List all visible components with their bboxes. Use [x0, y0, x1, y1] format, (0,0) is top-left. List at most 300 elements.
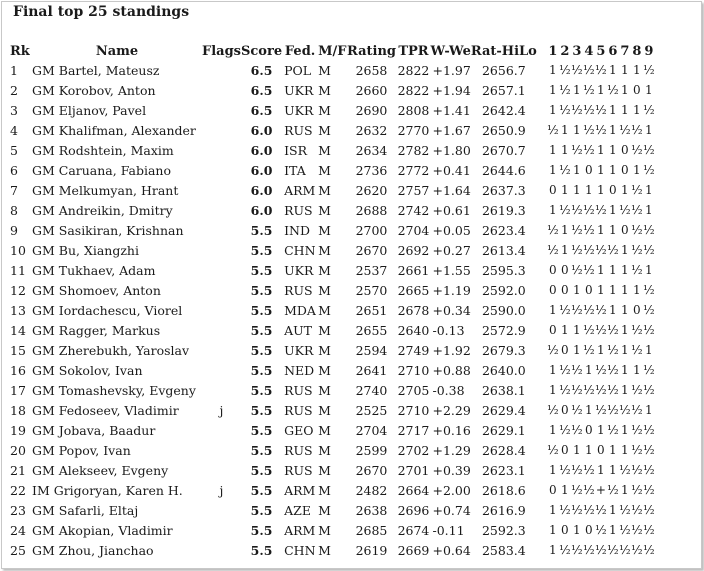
rank-cell: 8 [10, 202, 18, 218]
round-result-cell: ½ [631, 403, 643, 417]
round-result-cell: ½ [559, 63, 571, 77]
round-result-cell: 1 [597, 283, 605, 297]
flags-cell [202, 380, 241, 400]
table-row [8, 220, 655, 240]
round-result-cell: 1 [645, 83, 653, 97]
round-result-cell: 1 [573, 123, 581, 137]
spacer-cell [537, 340, 547, 360]
rat-hilo-cell: 2629.1 [481, 422, 526, 438]
round-result-cell: 1 [561, 323, 569, 337]
round-result-cell: ½ [643, 243, 655, 257]
round-result-cell: 1 [597, 423, 605, 437]
round-result-cell: 1 [621, 343, 629, 357]
flags-cell [202, 300, 241, 320]
table-row [8, 480, 655, 500]
rating-cell: 2619 [355, 542, 388, 558]
round-result-cell: ½ [619, 523, 631, 537]
w-we-cell: +1.80 [432, 142, 471, 158]
score-cell: 5.5 [250, 382, 273, 398]
tpr-cell: 2822 [397, 62, 430, 78]
round-result-cell: 1 [609, 143, 617, 157]
round-result-cell: ½ [583, 203, 595, 217]
gender-cell: M [318, 242, 331, 258]
federation-cell: CHN [284, 542, 316, 558]
w-we-cell: -0.38 [432, 382, 465, 398]
flags-cell [202, 260, 241, 280]
round-result-cell: 1 [597, 83, 605, 97]
round-result-cell: ½ [631, 323, 643, 337]
round-result-cell: ½ [643, 383, 655, 397]
round-result-cell: 1 [621, 383, 629, 397]
rank-cell: 10 [10, 242, 26, 258]
gender-cell: M [318, 142, 331, 158]
round-result-cell: ½ [595, 203, 607, 217]
round-result-cell: ½ [571, 63, 583, 77]
rat-hilo-cell: 2590.0 [481, 302, 526, 318]
round-result-cell: 1 [549, 143, 557, 157]
gender-cell: M [318, 342, 331, 358]
gender-cell: M [318, 422, 331, 438]
round-result-cell: 1 [609, 223, 617, 237]
round-result-cell: ½ [643, 323, 655, 337]
round-result-cell: ½ [607, 243, 619, 257]
round-result-cell: 0 [561, 263, 569, 277]
rank-cell: 20 [10, 442, 26, 458]
tpr-cell: 2678 [397, 302, 430, 318]
round-result-cell: ½ [631, 443, 643, 457]
rank-cell: 11 [10, 262, 26, 278]
round-result-cell: 1 [597, 263, 605, 277]
round-result-cell: 0 [549, 183, 557, 197]
round-result-cell: ½ [547, 243, 559, 257]
round-result-cell: ½ [631, 543, 643, 557]
rank-cell: 9 [10, 222, 18, 238]
round-result-cell: 0 [633, 83, 641, 97]
flags-cell: j [219, 482, 224, 498]
round-result-cell: ½ [607, 483, 619, 497]
table-row [8, 240, 655, 260]
round-result-cell: 0 [609, 183, 617, 197]
round-result-cell: 1 [609, 283, 617, 297]
score-cell: 6.5 [250, 82, 273, 98]
round-result-cell: ½ [571, 403, 583, 417]
score-cell: 5.5 [250, 482, 273, 498]
rating-cell: 2685 [355, 522, 388, 538]
rank-cell: 24 [10, 522, 26, 538]
round-result-cell: ½ [631, 183, 643, 197]
spacer-cell [537, 260, 547, 280]
rating-cell: 2634 [355, 142, 388, 158]
w-we-cell: +0.34 [432, 302, 471, 318]
rat-hilo-cell: 2640.0 [481, 362, 526, 378]
round-result-cell: 1 [621, 83, 629, 97]
w-we-cell: +1.64 [432, 182, 471, 198]
round-result-cell: 1 [597, 183, 605, 197]
round-result-cell: 1 [609, 463, 617, 477]
federation-cell: RUS [284, 202, 313, 218]
tpr-cell: 2770 [397, 122, 430, 138]
rat-hilo-cell: 2629.4 [481, 402, 526, 418]
round-result-cell: 1 [573, 183, 581, 197]
federation-cell: RUS [284, 282, 313, 298]
round-result-cell: 1 [645, 183, 653, 197]
rank-cell: 5 [10, 142, 18, 158]
round-result-cell: ½ [643, 283, 655, 297]
spacer-cell [537, 180, 547, 200]
round-result-cell: 1 [549, 383, 557, 397]
spacer-cell [537, 220, 547, 240]
round-result-cell: ½ [595, 543, 607, 557]
round-result-cell: 1 [645, 263, 653, 277]
round-result-cell: ½ [631, 463, 643, 477]
round-result-cell: ½ [595, 523, 607, 537]
flags-cell [202, 540, 241, 560]
rat-hilo-cell: 2595.3 [481, 262, 526, 278]
federation-cell: ARM [284, 182, 316, 198]
table-row [8, 280, 655, 300]
gender-cell: M [318, 62, 331, 78]
rating-cell: 2594 [355, 342, 388, 358]
score-cell: 6.0 [250, 182, 273, 198]
round-result-cell: ½ [607, 83, 619, 97]
round-result-cell: ½ [559, 83, 571, 97]
round-result-cell: ½ [619, 403, 631, 417]
player-name-cell: GM Akopian, Vladimir [32, 522, 173, 538]
flags-cell [202, 60, 241, 80]
round-result-cell: ½ [559, 543, 571, 557]
w-we-cell: +1.92 [432, 342, 471, 358]
round-result-cell: ½ [619, 503, 631, 517]
flags-cell [202, 220, 241, 240]
rank-cell: 12 [10, 282, 26, 298]
header-round-6: 6 [608, 43, 618, 59]
flags-cell [202, 120, 241, 140]
w-we-cell: +0.41 [432, 162, 471, 178]
header-wwe: W-We [430, 43, 471, 59]
round-result-cell: ½ [631, 223, 643, 237]
federation-cell: ARM [284, 482, 316, 498]
round-result-cell: ½ [559, 463, 571, 477]
round-result-cell: ½ [571, 223, 583, 237]
table-row [8, 300, 655, 320]
round-result-cell: 1 [621, 243, 629, 257]
round-result-cell: ½ [631, 263, 643, 277]
round-result-cell: 1 [621, 443, 629, 457]
header-rating: Rating [346, 43, 396, 59]
score-cell: 6.0 [250, 122, 273, 138]
flags-cell: j [219, 402, 224, 418]
federation-cell: UKR [284, 262, 314, 278]
round-result-cell: 1 [609, 263, 617, 277]
rank-cell: 23 [10, 502, 26, 518]
flags-cell [202, 500, 241, 520]
round-result-cell: 0 [561, 403, 569, 417]
gender-cell: M [318, 482, 331, 498]
round-result-cell: ½ [583, 123, 595, 137]
round-result-cell: ½ [607, 363, 619, 377]
spacer-cell [537, 460, 547, 480]
flags-cell [202, 340, 241, 360]
player-name-cell: GM Korobov, Anton [32, 82, 156, 98]
round-result-cell: ½ [643, 483, 655, 497]
table-row [8, 80, 655, 100]
gender-cell: M [318, 362, 331, 378]
round-result-cell: 1 [549, 83, 557, 97]
round-result-cell: 1 [549, 63, 557, 77]
standings-rows [8, 60, 655, 560]
tpr-cell: 2702 [397, 442, 430, 458]
player-name-cell: GM Bu, Xiangzhi [32, 242, 139, 258]
round-result-cell: ½ [595, 403, 607, 417]
spacer-cell [537, 400, 547, 420]
table-row [8, 100, 655, 120]
table-row [8, 160, 655, 180]
flags-cell [202, 100, 241, 120]
gender-cell: M [318, 542, 331, 558]
w-we-cell: +0.05 [432, 222, 471, 238]
flags-cell [202, 280, 241, 300]
round-result-cell: ½ [571, 363, 583, 377]
table-row [8, 340, 655, 360]
round-result-cell: 0 [549, 323, 557, 337]
rank-cell: 19 [10, 422, 26, 438]
w-we-cell: +0.74 [432, 502, 471, 518]
gender-cell: M [318, 462, 331, 478]
tpr-cell: 2772 [397, 162, 430, 178]
round-result-cell: ½ [571, 483, 583, 497]
spacer-cell [537, 200, 547, 220]
federation-cell: GEO [284, 422, 314, 438]
rat-hilo-cell: 2637.3 [481, 182, 526, 198]
round-result-cell: 1 [621, 263, 629, 277]
w-we-cell: -0.13 [432, 322, 465, 338]
round-result-cell: ½ [583, 303, 595, 317]
tpr-cell: 2704 [397, 222, 430, 238]
player-name-cell: IM Grigoryan, Karen H. [32, 482, 183, 498]
player-name-cell: GM Alekseev, Evgeny [32, 462, 169, 478]
round-result-cell: 1 [549, 363, 557, 377]
tpr-cell: 2749 [397, 342, 430, 358]
tpr-cell: 2822 [397, 82, 430, 98]
round-result-cell: 1 [597, 463, 605, 477]
score-cell: 5.5 [250, 542, 273, 558]
rank-cell: 6 [10, 162, 18, 178]
federation-cell: AZE [284, 502, 311, 518]
round-result-cell: ½ [547, 343, 559, 357]
rating-cell: 2690 [355, 102, 388, 118]
gender-cell: M [318, 322, 331, 338]
rating-cell: 2658 [355, 62, 388, 78]
table-row [8, 540, 655, 560]
round-result-cell: ½ [583, 263, 595, 277]
round-result-cell: 1 [597, 223, 605, 237]
spacer-cell [537, 120, 547, 140]
round-result-cell: 1 [561, 243, 569, 257]
gender-cell: M [318, 82, 331, 98]
table-row [8, 520, 655, 540]
w-we-cell: +1.97 [432, 62, 471, 78]
round-result-cell: ½ [559, 163, 571, 177]
flags-cell [202, 520, 241, 540]
round-result-cell: ½ [547, 123, 559, 137]
spacer-cell [537, 420, 547, 440]
flags-cell [202, 180, 241, 200]
tpr-cell: 2661 [397, 262, 430, 278]
round-result-cell: + [595, 483, 606, 497]
spacer-cell [537, 480, 547, 500]
rank-cell: 14 [10, 322, 26, 338]
round-result-cell: ½ [631, 343, 643, 357]
round-result-cell: 1 [633, 363, 641, 377]
score-cell: 5.5 [250, 342, 273, 358]
table-row [8, 60, 655, 80]
header-fed: Fed. [284, 43, 316, 59]
round-result-cell: ½ [643, 143, 655, 157]
header-flags: Flags [202, 43, 241, 59]
federation-cell: MDA [284, 302, 316, 318]
round-result-cell: 1 [645, 203, 653, 217]
round-result-cell: 1 [645, 343, 653, 357]
player-name-cell: GM Popov, Ivan [32, 442, 131, 458]
round-result-cell: ½ [571, 103, 583, 117]
table-row [8, 400, 655, 420]
round-result-cell: 0 [585, 423, 593, 437]
round-result-cell: 0 [621, 143, 629, 157]
round-result-cell: 1 [645, 123, 653, 137]
score-cell: 5.5 [250, 442, 273, 458]
round-result-cell: 1 [621, 303, 629, 317]
w-we-cell: +0.16 [432, 422, 471, 438]
w-we-cell: +0.27 [432, 242, 471, 258]
round-result-cell: ½ [547, 403, 559, 417]
spacer-cell [537, 140, 547, 160]
player-name-cell: GM Shomoev, Anton [32, 282, 161, 298]
round-result-cell: ½ [583, 223, 595, 237]
table-row [8, 380, 655, 400]
spacer-cell [537, 300, 547, 320]
round-result-cell: 1 [609, 123, 617, 137]
round-result-cell: ½ [607, 323, 619, 337]
round-result-cell: ½ [631, 383, 643, 397]
page-title: Final top 25 standings [13, 4, 190, 20]
tpr-cell: 2664 [397, 482, 430, 498]
header-round-3: 3 [572, 43, 582, 59]
round-result-cell: 1 [609, 63, 617, 77]
tpr-cell: 2757 [397, 182, 430, 198]
federation-cell: IND [284, 222, 311, 238]
round-result-cell: ½ [559, 363, 571, 377]
federation-cell: NED [284, 362, 315, 378]
round-result-cell: ½ [595, 363, 607, 377]
round-result-cell: 0 [621, 163, 629, 177]
rating-cell: 2620 [355, 182, 388, 198]
round-result-cell: 0 [561, 343, 569, 357]
rat-hilo-cell: 2670.7 [481, 142, 526, 158]
player-name-cell: GM Rodshtein, Maxim [32, 142, 174, 158]
rank-cell: 13 [10, 302, 26, 318]
gender-cell: M [318, 442, 331, 458]
table-row [8, 440, 655, 460]
round-result-cell: 1 [609, 443, 617, 457]
round-result-cell: 1 [597, 163, 605, 177]
round-result-cell: ½ [595, 103, 607, 117]
round-result-cell: ½ [595, 503, 607, 517]
rat-hilo-cell: 2583.4 [481, 542, 526, 558]
player-name-cell: GM Sasikiran, Krishnan [32, 222, 184, 238]
player-name-cell: GM Safarli, Eltaj [32, 502, 139, 518]
w-we-cell: +1.67 [432, 122, 471, 138]
rat-hilo-cell: 2616.9 [481, 502, 526, 518]
player-name-cell: GM Caruana, Fabiano [32, 162, 172, 178]
round-result-cell: ½ [583, 323, 595, 337]
gender-cell: M [318, 302, 331, 318]
federation-cell: CHN [284, 242, 316, 258]
w-we-cell: +1.41 [432, 102, 471, 118]
rating-cell: 2655 [355, 322, 388, 338]
rating-cell: 2670 [355, 462, 388, 478]
round-result-cell: ½ [571, 143, 583, 157]
round-result-cell: ½ [643, 443, 655, 457]
round-result-cell: ½ [571, 503, 583, 517]
rating-cell: 2651 [355, 302, 388, 318]
rating-cell: 2700 [355, 222, 388, 238]
gender-cell: M [318, 202, 331, 218]
federation-cell: UKR [284, 102, 314, 118]
header-row [8, 42, 655, 60]
tpr-cell: 2782 [397, 142, 430, 158]
round-result-cell: 1 [561, 223, 569, 237]
round-result-cell: ½ [583, 483, 595, 497]
spacer-cell [537, 500, 547, 520]
round-result-cell: ½ [643, 503, 655, 517]
header-round-5: 5 [596, 43, 606, 59]
standings-table [8, 42, 655, 560]
rating-cell: 2740 [355, 382, 388, 398]
round-result-cell: 1 [621, 323, 629, 337]
round-result-cell: 1 [645, 403, 653, 417]
round-result-cell: ½ [643, 543, 655, 557]
round-result-cell: ½ [559, 383, 571, 397]
tpr-cell: 2808 [397, 102, 430, 118]
round-result-cell: 0 [561, 443, 569, 457]
round-result-cell: 1 [609, 523, 617, 537]
spacer-cell [537, 80, 547, 100]
spacer-cell [537, 60, 547, 80]
table-row [8, 360, 655, 380]
round-result-cell: ½ [619, 123, 631, 137]
rank-cell: 25 [10, 542, 26, 558]
rat-hilo-cell: 2650.9 [481, 122, 526, 138]
header-rk: Rk [10, 43, 30, 59]
header-round-2: 2 [560, 43, 570, 59]
round-result-cell: ½ [643, 223, 655, 237]
rank-cell: 18 [10, 402, 26, 418]
round-result-cell: 1 [621, 103, 629, 117]
round-result-cell: 1 [573, 283, 581, 297]
header-round-4: 4 [584, 43, 594, 59]
table-row [8, 260, 655, 280]
rat-hilo-cell: 2623.4 [481, 222, 526, 238]
federation-cell: ITA [284, 162, 306, 178]
score-cell: 5.5 [250, 362, 273, 378]
round-result-cell: ½ [571, 303, 583, 317]
round-result-cell: 1 [609, 503, 617, 517]
tpr-cell: 2705 [397, 382, 430, 398]
spacer-cell [537, 520, 547, 540]
round-result-cell: ½ [583, 343, 595, 357]
standings-panel [1, 1, 702, 569]
rank-cell: 22 [10, 482, 26, 498]
